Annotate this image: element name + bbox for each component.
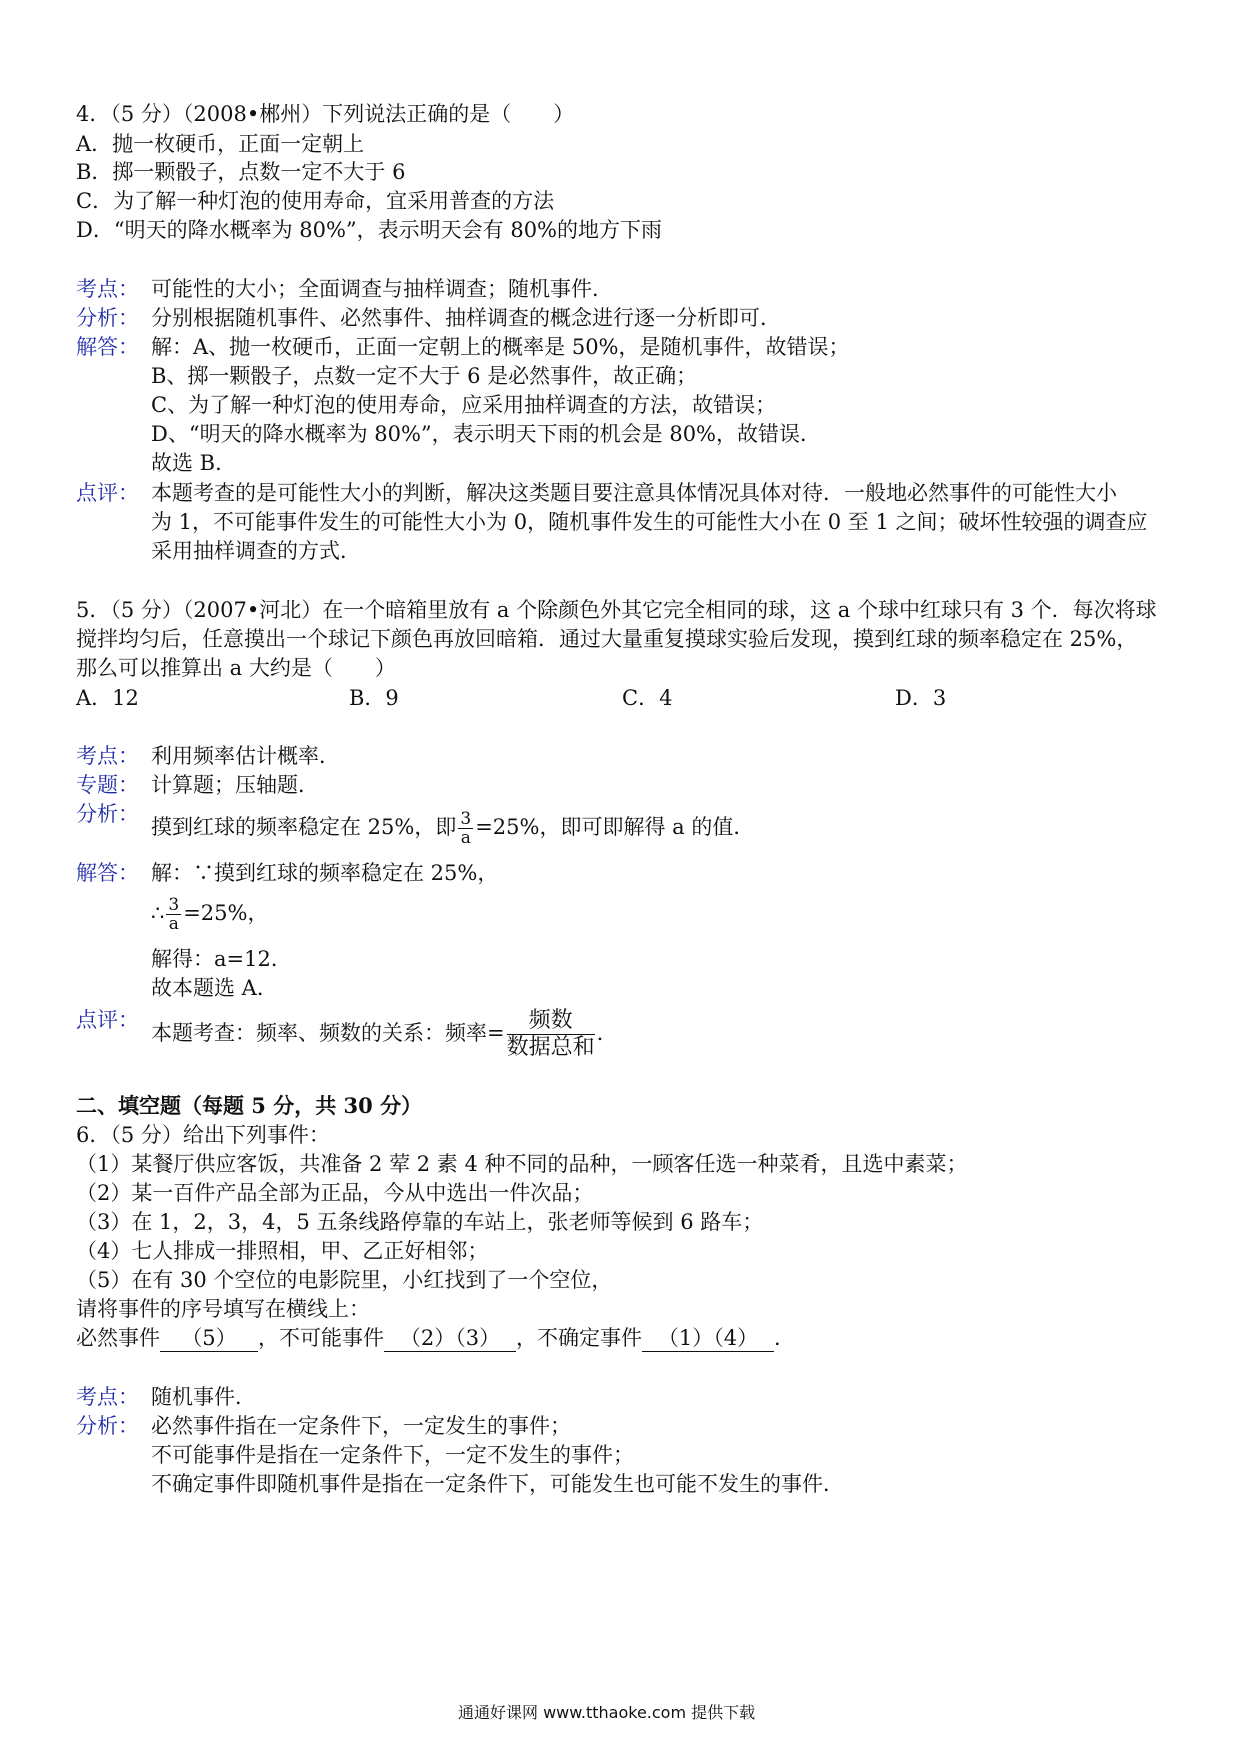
q5-dianping-fraction	[507, 1008, 595, 1061]
q6-item: （1）某餐厅供应客饭，共准备 2 荤 2 素 4 种不同的品种，一顾客任选一种菜肴，且选中素菜；	[76, 1152, 968, 1176]
q5-stem-line: 那么可以推算出 a 大约是（ ）	[76, 656, 396, 680]
q6-item: （5）在有 30 个空位的电影院里，小红找到了一个空位，	[76, 1268, 613, 1292]
q5-fenxi-label: 分析：	[76, 802, 139, 826]
answer-blank-uncertain: （1）（4）	[642, 1325, 774, 1352]
q6-stem: 6．（5 分）给出下列事件：	[76, 1123, 330, 1147]
q5-dianping-text: .	[596, 1021, 604, 1045]
q5-zhuanti: 计算题；压轴题．	[151, 773, 319, 797]
answer-text: ，不可能事件	[258, 1326, 384, 1350]
answer-text: ．	[774, 1326, 795, 1350]
q5-dianping-text: 本题考查：频率、频数的关系：频率=	[151, 1021, 505, 1045]
q6-item: （3）在 1，2，3，4，5 五条线路停靠的车站上，张老师等候到 6 路车；	[76, 1210, 764, 1234]
section-title: 二、填空题（每题 5 分，共 30 分）	[76, 1093, 423, 1118]
q4-jieda-line: C、为了解一种灯泡的使用寿命，应采用抽样调查的方法，故错误；	[151, 393, 777, 417]
q4-dianping-line: 为 1，不可能事件发生的可能性大小为 0，随机事件发生的可能性大小在 0 至 1 之间；破坏性较强的调查应	[151, 510, 1148, 534]
q4-jieda-line: 解：A、抛一枚硬币，正面一定朝上的概率是 50%，是随机事件，故错误；	[151, 335, 850, 359]
q5-stem-line: 5．（5 分）（2007•河北）在一个暗箱里放有 a 个除颜色外其它完全相同的球，这 a 个球中红球只有 3 个．每次将球	[76, 598, 1157, 622]
q5-kaodian-label: 考点：	[76, 744, 139, 768]
q5-jieda-fraction-line	[151, 890, 268, 936]
q4-option-b: B．掷一颗骰子，点数一定不大于 6	[76, 160, 406, 184]
q5-fenxi	[151, 804, 754, 850]
answer-text: 必然事件	[76, 1326, 160, 1350]
fraction-numerator: 频数	[507, 1008, 595, 1035]
q4-dianping-line: 本题考查的是可能性大小的判断，解决这类题目要注意具体情况具体对待．一般地必然事件的可能性大小	[151, 481, 1117, 505]
q6-fenxi-label: 分析：	[76, 1414, 139, 1438]
q4-jieda-line: D、“明天的降水概率为 80%”，表示明天下雨的机会是 80%，故错误．	[151, 422, 822, 446]
q4-dianping-label: 点评：	[76, 481, 139, 505]
q6-kaodian-label: 考点：	[76, 1385, 139, 1409]
answer-text: ，不确定事件	[516, 1326, 642, 1350]
q5-dianping-label: 点评：	[76, 1008, 139, 1032]
q5-option-a: A．12	[76, 686, 139, 710]
q5-jieda-fraction	[166, 896, 181, 933]
q4-jieda-line: B、掷一颗骰子，点数一定不大于 6 是必然事件，故正确；	[151, 364, 698, 388]
q6-fenxi-line: 不确定事件即随机事件是指在一定条件下，可能发生也可能不发生的事件．	[151, 1472, 844, 1496]
q4-option-a: A．抛一枚硬币，正面一定朝上	[76, 132, 365, 156]
q6-item: （2）某一百件产品全部为正品，今从中选出一件次品；	[76, 1181, 594, 1205]
q5-kaodian: 利用频率估计概率．	[151, 744, 340, 768]
q5-stem-line: 搅拌均匀后，任意摸出一个球记下颜色再放回暗箱．通过大量重复摸球实验后发现，摸到红球的频率稳定在 25%，	[76, 627, 1138, 651]
q5-jieda-label: 解答：	[76, 861, 139, 885]
q6-answer-line	[76, 1325, 795, 1352]
q5-jieda-line: 故本题选 A．	[151, 976, 278, 1000]
q4-fenxi-label: 分析：	[76, 306, 139, 330]
q4-option-d: D．“明天的降水概率为 80%”，表示明天会有 80%的地方下雨	[76, 218, 663, 242]
q4-stem: 4．（5 分）（2008•郴州）下列说法正确的是（ ）	[76, 102, 575, 126]
q5-fenxi-text: =25%，即可即解得 a 的值．	[475, 815, 755, 839]
q5-fenxi-fraction	[458, 810, 473, 847]
q4-dianping-line: 采用抽样调查的方式．	[151, 539, 361, 563]
q4-jieda-line: 故选 B．	[151, 451, 237, 475]
q5-option-b: B．9	[349, 686, 399, 710]
q6-instruction: 请将事件的序号填写在横线上：	[76, 1297, 370, 1321]
q5-zhuanti-label: 专题：	[76, 773, 139, 797]
q4-kaodian-label: 考点：	[76, 277, 139, 301]
fraction-denominator: 数据总和	[506, 1035, 595, 1060]
page-footer[interactable]: 通通好课网 www.tthaoke.com 提供下载	[458, 1703, 756, 1722]
q4-kaodian: 可能性的大小；全面调查与抽样调查；随机事件．	[151, 277, 613, 301]
q6-fenxi-line: 不可能事件是指在一定条件下，一定不发生的事件；	[151, 1443, 634, 1467]
q5-dianping	[151, 1005, 603, 1061]
therefore-symbol: ∴	[151, 901, 165, 925]
q5-jieda-text: =25%，	[183, 901, 269, 925]
q5-option-d: D．3	[895, 686, 947, 710]
q5-option-c: C．4	[622, 686, 673, 710]
fraction-numerator: 3	[460, 809, 472, 829]
q5-jieda-line: 解得：a=12．	[151, 947, 292, 971]
q4-fenxi: 分别根据随机事件、必然事件、抽样调查的概念进行逐一分析即可．	[151, 306, 781, 330]
q6-item: （4）七人排成一排照相，甲、乙正好相邻；	[76, 1239, 489, 1263]
q5-jieda-line: 解：∵摸到红球的频率稳定在 25%，	[151, 861, 499, 885]
q4-option-c: C．为了解一种灯泡的使用寿命，宜采用普查的方法	[76, 189, 555, 213]
fraction-denominator: a	[168, 914, 179, 934]
fraction-numerator: 3	[168, 895, 180, 915]
q5-fenxi-text: 摸到红球的频率稳定在 25%，即	[151, 815, 457, 839]
answer-blank-impossible: （2）（3）	[384, 1325, 516, 1352]
q6-fenxi-line: 必然事件指在一定条件下，一定发生的事件；	[151, 1414, 571, 1438]
q6-kaodian: 随机事件．	[151, 1385, 256, 1409]
fraction-denominator: a	[460, 828, 471, 848]
answer-blank-certain: （5）	[160, 1325, 258, 1352]
q4-jieda-label: 解答：	[76, 335, 139, 359]
